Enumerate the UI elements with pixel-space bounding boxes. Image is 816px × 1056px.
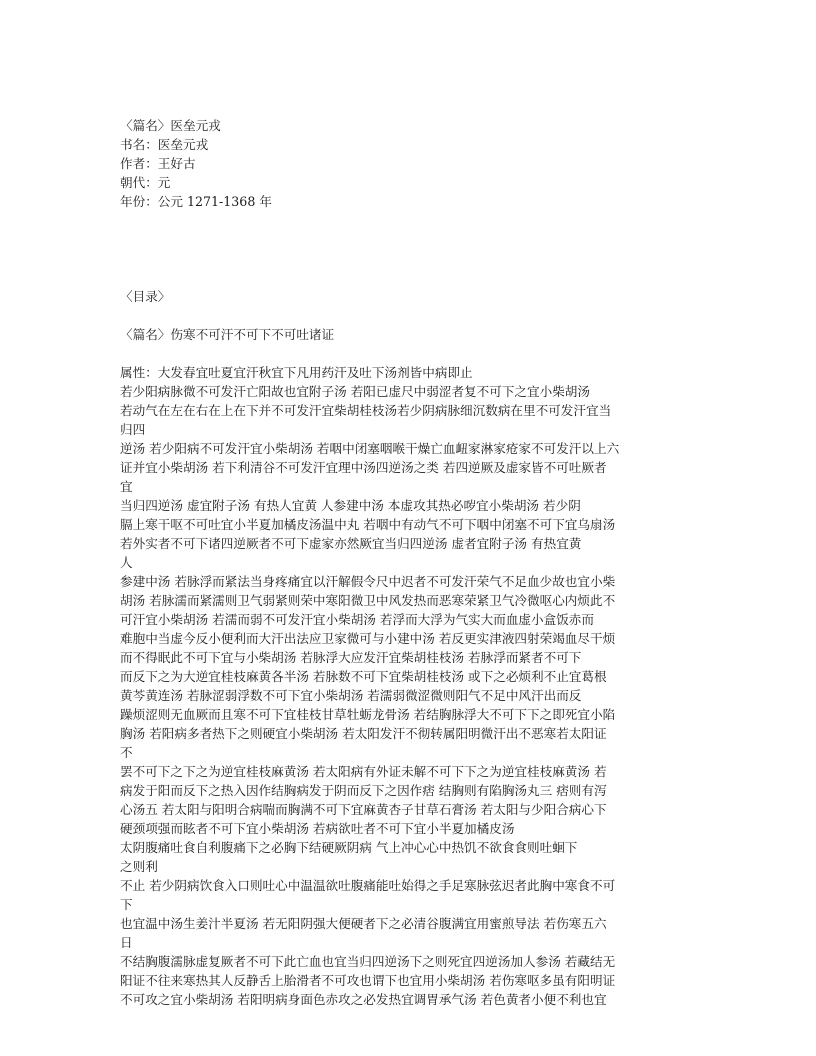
body-line: 若外实者不可下诸四逆厥者不可下虚家亦然厥宜当归四逆汤 虚者宜附子汤 有热宜黄 [120, 536, 582, 551]
document-page [120, 116, 690, 1009]
body-line: 难胞中当虚今反小便利而大汗出法应卫家微可与小建中汤 若反更实津液四射荣竭血尽干烦 [120, 631, 616, 646]
body-line: 归四 [120, 422, 146, 437]
body-line: 躁烦涩则无血厥而且寒不可下宜桂枝甘草牡蛎龙骨汤 若结胸脉浮大不可下下之即死宜小陷 [120, 707, 616, 722]
body-line: 属性：大发春宜吐夏宜汗秋宜下凡用药汗及吐下汤剂皆中病即止 [120, 365, 473, 380]
body-line: 不结胸腹濡脉虚复厥者不可下此亡血也宜当归四逆汤下之则死宜四逆汤加人参汤 若藏结无 [120, 954, 616, 969]
body-line: 之则利 [120, 859, 158, 874]
body-line: 证并宜小柴胡汤 若下利清谷不可发汗宜理中汤四逆汤之类 若四逆厥及虚家皆不可吐厥者 [120, 460, 607, 475]
body-line: 下 [120, 897, 133, 912]
spacer [120, 211, 690, 230]
toc-label: 〈目录〉 [120, 289, 171, 304]
year: 年份：公元 1271-1368 年 [120, 194, 272, 209]
body-line: 病发于阳而反下之热入因作结胸病发于阴而反下之因作痞 结胸则有陷胸汤丸三 痞则有泻 [120, 783, 607, 798]
body-line: 心汤五 若太阳与阳明合病喘而胸满不可下宜麻黄杏子甘草石膏汤 若太阳与少阳合病心下 [120, 802, 607, 817]
spacer [120, 268, 690, 287]
body-line: 胸汤 若阳病多者热下之则硬宜小柴胡汤 若太阳发汗不彻转属阳明微汗出不恶寒若太阳证 [120, 726, 607, 741]
body-line: 膈上寒干呕不可吐宜小半夏加橘皮汤温中丸 若咽中有动气不可下咽中闭塞不可下宜乌扇汤 [120, 517, 616, 532]
body-line: 而不得眠此不可下宜与小柴胡汤 若脉浮大应发汗宜柴胡桂枝汤 若脉浮而紧者不可下 [120, 650, 582, 665]
spacer [120, 306, 690, 325]
body-line: 不 [120, 745, 133, 760]
body-line: 而反下之为大逆宜桂枝麻黄各半汤 若脉数不可下宜柴胡桂枝汤 或下之必烦利不止宜葛根 [120, 669, 607, 684]
body-line: 太阴腹痛吐食自利腹痛下之必胸下结硬厥阴病 气上冲心心中热饥不欲食食则吐蛔下 [120, 840, 578, 855]
book-name: 书名：医垒元戎 [120, 137, 209, 152]
body-line: 黄芩黄连汤 若脉涩弱浮数不可下宜小柴胡汤 若濡弱微涩微则阳气不足中风汗出而反 [120, 688, 582, 703]
author: 作者：王好古 [120, 156, 196, 171]
body-line: 参建中汤 若脉浮而紧法当身疼痛宜以汗解假令尺中迟者不可发汗荣气不足血少故也宜小柴 [120, 574, 616, 589]
body-line: 当归四逆汤 虚宜附子汤 有热人宜黄 人参建中汤 本虚攻其热必哕宜小柴胡汤 若少阴 [120, 498, 581, 513]
section-tag: 〈篇名〉医垒元戎 [120, 118, 221, 133]
body-text [120, 363, 690, 1009]
body-line: 胡汤 若脉濡而紧濡则卫气弱紧则荣中寒阳微卫中风发热而恶寒荣紧卫气冷微呕心内烦此不 [120, 593, 616, 608]
dynasty: 朝代：元 [120, 175, 171, 190]
chapter-title: 〈篇名〉伤寒不可汗不可下不可吐诸证 [120, 327, 335, 342]
body-line: 也宜温中汤生姜汁半夏汤 若无阳阴强大便硬者下之必清谷腹满宜用蜜煎导法 若伤寒五六 [120, 916, 607, 931]
body-line: 不止 若少阴病饮食入口则吐心中温温欲吐腹痛能吐始得之手足寒脉弦迟者此胸中寒食不可 [120, 878, 616, 893]
body-line: 宜 [120, 479, 133, 494]
spacer [120, 344, 690, 363]
body-line: 硬颈项强而眩者不可下宜小柴胡汤 若病欲吐者不可下宜小半夏加橘皮汤 [120, 821, 515, 836]
body-line: 若少阳病脉微不可发汗亡阳故也宜附子汤 若阳已虚尺中弱涩者复不可下之宜小柴胡汤 [120, 384, 590, 399]
body-line: 人 [120, 555, 133, 570]
body-line: 若动气在左在右在上在下并不可发汗宜柴胡桂枝汤若少阴病脉细沉数病在里不可发汗宜当 [120, 403, 612, 418]
body-line: 不可攻之宜小柴胡汤 若阳明病身面色赤攻之必发热宜调胃承气汤 若色黄者小便不利也宜 [120, 992, 607, 1007]
body-line: 阳证不往来寒热其人反静舌上胎滑者不可攻也谓下也宜用小柴胡汤 若伤寒呕多虽有阳明证 [120, 973, 616, 988]
body-line: 逆汤 若少阳病不可发汗宜小柴胡汤 若咽中闭塞咽喉干燥亡血衄家淋家疮家不可发汗以上六 [120, 441, 620, 456]
spacer [120, 249, 690, 268]
body-line: 可汗宜小柴胡汤 若濡而弱不可发汗宜小柴胡汤 若浮而大浮为气实大而血虚小盒饭赤而 [120, 612, 594, 627]
body-line: 日 [120, 935, 133, 950]
body-line: 罢不可下之下之为逆宜桂枝麻黄汤 若太阳病有外证未解不可下下之为逆宜桂枝麻黄汤 若 [120, 764, 607, 779]
spacer [120, 230, 690, 249]
